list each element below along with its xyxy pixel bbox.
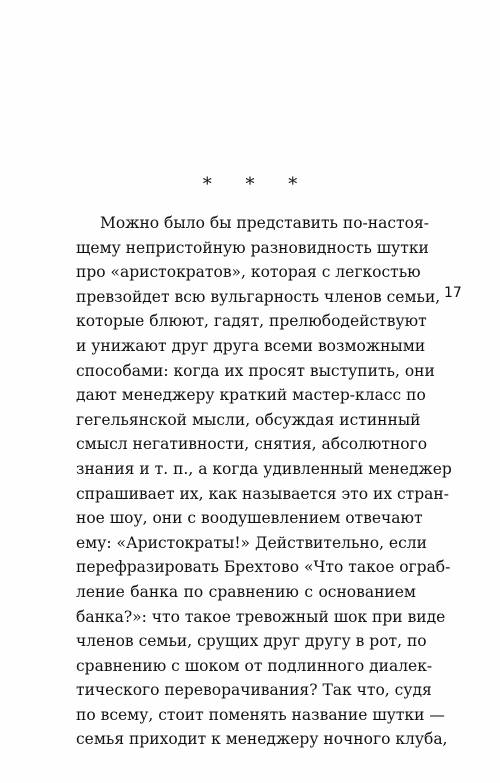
- text-line: по всему, стоит поменять название шутки —: [76, 705, 445, 724]
- text-line: смысл негативности, снятия, абсолютного: [76, 435, 428, 454]
- text-line: ление банка по сравнению с основанием: [76, 582, 416, 601]
- section-divider: * * *: [202, 174, 312, 195]
- text-line: гегельянской мысли, обсуждая истинный: [76, 410, 421, 429]
- text-line: спрашивает их, как называется это их стран-: [76, 484, 449, 503]
- text-line: щему непристойную разновидность шутки: [76, 238, 429, 257]
- text-line: превзойдет всю вульгарность членов семьи,: [76, 287, 441, 306]
- text-line: способами: когда их просят выступить, они: [76, 361, 435, 380]
- text-line: членов семьи, срущих друг другу в рот, по: [76, 632, 427, 651]
- text-line: дают менеджеру краткий мастер-класс по: [76, 386, 426, 405]
- text-line: про «аристократов», которая с легкостью: [76, 263, 421, 282]
- text-line: сравнению с шоком от подлинного диалек-: [76, 656, 433, 675]
- text-line: знания и т. п., а когда удивленный менеджер: [76, 459, 452, 478]
- text-line: которые блюют, гадят, прелюбодействуют: [76, 312, 427, 331]
- text-line: ное шоу, они с воодушевлением отвечают: [76, 509, 423, 528]
- text-line: семья приходит к менеджеру ночного клуба,: [76, 730, 448, 749]
- text-line: банка?»: что такое тревожный шок при виде: [76, 607, 446, 626]
- page-number: 17: [444, 285, 462, 301]
- body-paragraph: [76, 211, 452, 752]
- text-line: и унижают друг друга всеми возможными: [76, 336, 426, 355]
- text-line: перефразировать Брехтово «Что такое ограб-: [76, 558, 451, 577]
- text-line: ему: «Аристократы!» Действительно, если: [76, 533, 427, 552]
- text-line: Можно было бы представить по-настоя-: [100, 214, 429, 232]
- text-line: тического переворачивания? Так что, судя: [76, 681, 432, 700]
